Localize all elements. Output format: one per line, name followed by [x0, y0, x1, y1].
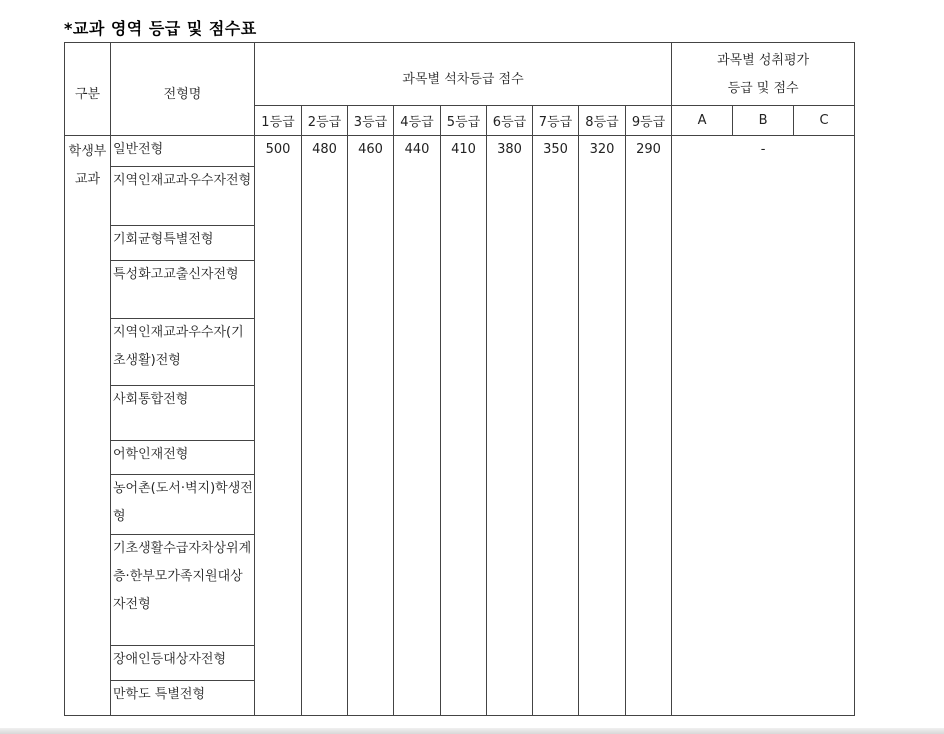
achievement-level-header: A [672, 106, 733, 136]
track-name: 일반전형 [111, 136, 255, 167]
score-cell: 460 [348, 136, 394, 716]
header-track-name: 전형명 [111, 43, 255, 136]
grade-header: 9등급 [626, 106, 672, 136]
track-name: 농어촌(도서·벽지)학생전형 [111, 475, 255, 535]
achievement-level-header: B [733, 106, 794, 136]
header-achievement-eval-line1: 과목별 성취평가 [717, 53, 810, 68]
track-name: 기회균형특별전형 [111, 226, 255, 261]
achievement-score-cell: - [672, 136, 855, 716]
header-category: 구분 [65, 43, 111, 136]
grade-header: 1등급 [255, 106, 302, 136]
track-name: 지역인재교과우수자전형 [111, 167, 255, 226]
score-cell: 500 [255, 136, 302, 716]
score-cell: 320 [579, 136, 626, 716]
header-achievement-eval [672, 43, 855, 106]
grade-header: 6등급 [487, 106, 533, 136]
grade-header: 8등급 [579, 106, 626, 136]
grade-header: 5등급 [441, 106, 487, 136]
category-line1: 학생부 [68, 144, 107, 159]
table-title: *교과 영역 등급 및 점수표 [64, 19, 257, 38]
track-name: 기초생활수급자차상위계층·한부모가족지원대상자전형 [111, 535, 255, 646]
score-cell: 480 [302, 136, 348, 716]
score-cell: 440 [394, 136, 441, 716]
score-cell: 410 [441, 136, 487, 716]
grade-header: 7등급 [533, 106, 579, 136]
grade-score-table [64, 42, 855, 716]
track-name: 어학인재전형 [111, 441, 255, 475]
table-row [65, 136, 855, 167]
achievement-level-header: C [794, 106, 855, 136]
header-rank-grade-score: 과목별 석차등급 점수 [255, 43, 672, 106]
page-bottom-edge [0, 728, 944, 734]
category-line2: 교과 [74, 172, 101, 187]
track-name: 지역인재교과우수자(기초생활)전형 [111, 319, 255, 386]
score-cell: 290 [626, 136, 672, 716]
grade-header: 4등급 [394, 106, 441, 136]
grade-header: 3등급 [348, 106, 394, 136]
header-achievement-eval-line2: 등급 및 점수 [727, 81, 799, 96]
track-name: 특성화고교출신자전형 [111, 261, 255, 319]
category-cell [65, 136, 111, 716]
grade-header: 2등급 [302, 106, 348, 136]
track-name: 사회통합전형 [111, 386, 255, 441]
track-name: 만학도 특별전형 [111, 681, 255, 716]
score-cell: 380 [487, 136, 533, 716]
track-name: 장애인등대상자전형 [111, 646, 255, 681]
score-cell: 350 [533, 136, 579, 716]
